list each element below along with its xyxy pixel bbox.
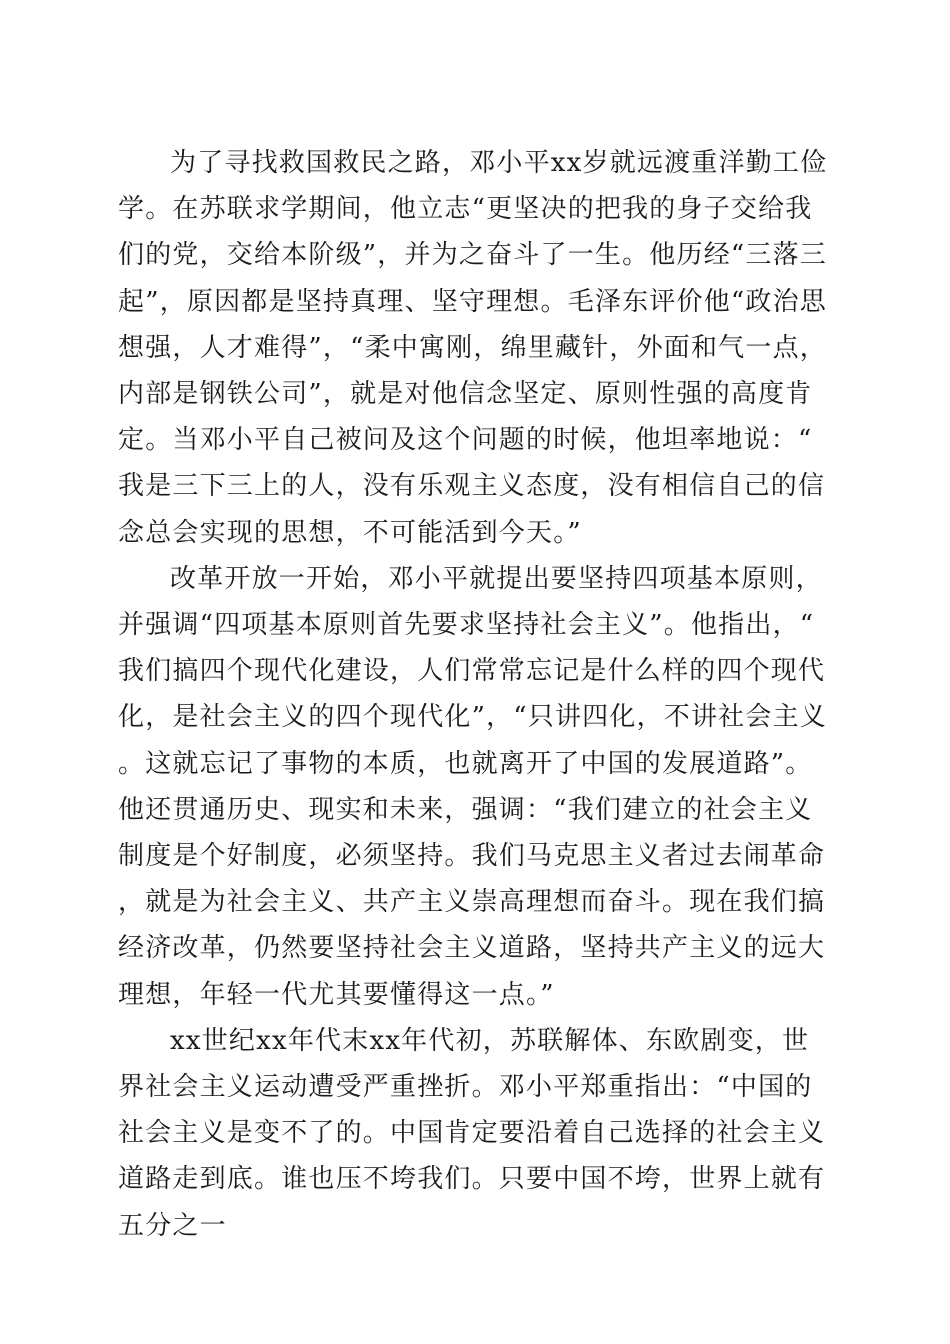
paragraph-3: xx世纪xx年代末xx年代初，苏联解体、东欧剧变，世界社会主义运动遭受严重挫折。邓小平郑重指出：“中国的社会主义是变不了的。中国肯定要沿着自己选择的社会主义道路走到底。谁也压不垮我们。只要中国不垮，世界上就有五分之一 [118, 1025, 826, 1241]
document-body [118, 140, 833, 1249]
paragraph-2: 改革开放一开始，邓小平就提出要坚持四项基本原则，并强调“四项基本原则首先要求坚持社会主义”。他指出，“我们搞四个现代化建设，人们常常忘记是什么样的四个现代化，是社会主义的四个现代化”，“只讲四化，不讲社会主义。这就忘记了事物的本质，也就离开了中国的发展道路”。他还贯通历史、现实和未来，强调：“我们建立的社会主义制度是个好制度，必须坚持。我们马克思主义者过去闹革命，就是为社会主义、共产主义崇高理想而奋斗。现在我们搞经济改革，仍然要坚持社会主义道路，坚持共产主义的远大理想，年轻一代尤其要懂得这一点。” [118, 563, 827, 1010]
paragraph-1: 为了寻找救国救民之路，邓小平xx岁就远渡重洋勤工俭学。在苏联求学期间，他立志“更坚决的把我的身子交给我们的党，交给本阶级”，并为之奋斗了一生。他历经“三落三起”，原因都是坚持真理、坚守理想。毛泽东评价他“政治思想强，人才难得”，“柔中寓刚，绵里藏针，外面和气一点，内部是钢铁公司”，就是对他信念坚定、原则性强的高度肯定。当邓小平自己被问及这个问题的时候，他坦率地说：“我是三下三上的人，没有乐观主义态度，没有相信自己的信念总会实现的思想，不可能活到今天。” [118, 148, 828, 548]
